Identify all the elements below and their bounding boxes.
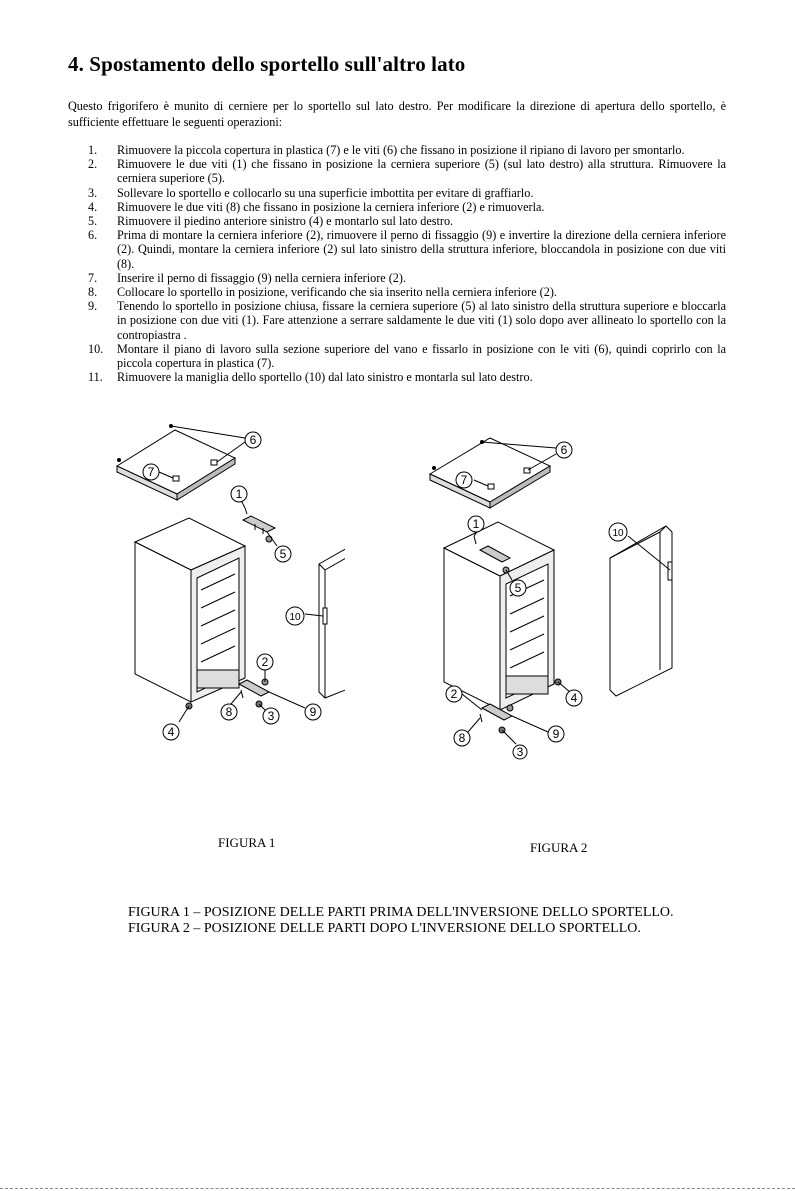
step-text: Tenendo lo sportello in posizione chiusa, fissare la cerniera superiore (5) al lato sinistro della struttura superiore e bloccarla in posizione con due viti (1). Fare attenzione a serrare saldamente le due viti (1) solo dopo aver allineato lo sportello con la contropiastra .: [117, 299, 726, 342]
figure-1-caption: FIGURA 1: [218, 835, 276, 850]
svg-text:6: 6: [249, 433, 257, 447]
svg-text:2: 2: [450, 687, 458, 701]
cabinet-illustration: [444, 522, 561, 710]
callout-1: [468, 516, 484, 532]
step-number: 8.: [88, 285, 98, 300]
step-text: Sollevare lo sportello e collocarlo su una superficie imbottita per evitare di graffiarlo.: [117, 185, 534, 200]
svg-text:1: 1: [235, 487, 243, 501]
callout-10: [286, 607, 304, 625]
cabinet-illustration: [135, 518, 245, 709]
step-number: 1.: [88, 143, 98, 157]
svg-text:8: 8: [458, 731, 466, 745]
svg-text:9: 9: [552, 727, 560, 741]
step-item: [68, 186, 726, 200]
callout-7: [456, 472, 472, 488]
svg-text:5: 5: [279, 547, 287, 561]
section-heading: 4. Spostamento dello sportello sull'altro lato: [68, 52, 466, 76]
callout-4: [163, 724, 179, 740]
step-number: 10.: [88, 341, 104, 356]
instruction-steps: [68, 143, 726, 384]
callout-9: [548, 726, 564, 742]
step-text: Collocare lo sportello in posizione, verificando che sia inserito nella cerniera inferiore (2).: [117, 285, 557, 300]
callout-2: [446, 686, 462, 702]
bottom-hinge-illustration: [239, 679, 269, 707]
step-item: [68, 214, 726, 228]
figure-legend: [128, 905, 674, 937]
callout-4: [566, 690, 582, 706]
svg-text:6: 6: [560, 443, 568, 457]
svg-text:5: 5: [514, 581, 522, 595]
figure-2-diagram: [420, 420, 690, 760]
svg-text:4: 4: [570, 691, 578, 705]
svg-text:3: 3: [516, 745, 524, 759]
worktop-illustration: [430, 438, 550, 508]
step-number: 5.: [88, 214, 98, 229]
step-text: Rimuovere la piccola copertura in plastica (7) e le viti (6) che fissano in posizione il ripiano di lavoro per smontarlo.: [117, 143, 685, 157]
step-text: Montare il piano di lavoro sulla sezione superiore del vano e fissarlo in posizione con le viti (6), quindi coprirlo con la piccola copertura in plastica (7).: [117, 341, 726, 371]
callout-3: [263, 708, 279, 724]
svg-text:10: 10: [612, 528, 624, 539]
callout-6: [245, 432, 261, 448]
step-text: Inserire il perno di fissaggio (9) nella cerniera inferiore (2).: [117, 270, 406, 285]
step-item: [68, 299, 726, 342]
step-number: 7.: [88, 270, 98, 285]
legend-line-figure-1: FIGURA 1 – POSIZIONE DELLE PARTI PRIMA DELL'INVERSIONE DELLO SPORTELLO.: [128, 905, 674, 920]
step-number: 9.: [88, 299, 98, 314]
step-number: 2.: [88, 157, 98, 172]
step-item: [68, 271, 726, 285]
legend-line-figure-2: FIGURA 2 – POSIZIONE DELLE PARTI DOPO L'INVERSIONE DELLO SPORTELLO.: [128, 921, 641, 936]
svg-text:8: 8: [225, 705, 233, 719]
callout-8: [454, 730, 470, 746]
step-item: [68, 285, 726, 299]
step-item: [68, 370, 726, 384]
door-illustration: [610, 526, 672, 696]
step-text: Rimuovere il piedino anteriore sinistro (4) e montarlo sul lato destro.: [117, 214, 454, 229]
svg-text:7: 7: [460, 473, 468, 487]
step-item: [68, 200, 726, 214]
figure-1-diagram: [105, 420, 345, 750]
svg-text:3: 3: [267, 709, 275, 723]
step-item: [68, 342, 726, 370]
callout-2: [257, 654, 273, 670]
svg-text:4: 4: [167, 725, 175, 739]
callout-3: [513, 745, 527, 759]
figure-2-caption: FIGURA 2: [530, 840, 588, 855]
callout-7: [143, 464, 159, 480]
svg-text:9: 9: [309, 705, 317, 719]
bottom-hinge-illustration: [480, 704, 513, 733]
callout-5: [510, 580, 526, 596]
callout-1: [231, 486, 247, 502]
step-number: 4.: [88, 199, 98, 214]
callout-6: [556, 442, 572, 458]
svg-text:7: 7: [147, 465, 155, 479]
callout-8: [221, 704, 237, 720]
step-text: Rimuovere le due viti (8) che fissano in posizione la cerniera inferiore (2) e rimuoverla.: [117, 199, 545, 214]
svg-text:2: 2: [261, 655, 269, 669]
step-item: [68, 143, 726, 157]
page-bottom-rule: [0, 1188, 795, 1190]
step-text: Rimuovere le due viti (1) che fissano in posizione la cerniera superiore (5) (sul lato destro) alla struttura. Rimuovere la cerniera superiore (5).: [117, 157, 726, 186]
door-illustration: [319, 532, 345, 698]
step-number: 6.: [88, 228, 98, 243]
callout-9: [305, 704, 321, 720]
svg-text:10: 10: [289, 612, 301, 623]
intro-paragraph: Questo frigorifero è munito di cerniere per lo sportello sul lato destro. Per modificare la direzione di apertura dello sportello, è sufficiente effettuare le seguenti operazioni:: [68, 99, 726, 129]
step-number: 11.: [88, 370, 103, 385]
step-text: Prima di montare la cerniera inferiore (2), rimuovere il perno di fissaggio (9) e invertire la direzione della cerniera inferiore (2). Quindi, montare la cerniera inferiore (2) sul lato sinistro della struttura inferiore, bloccandola in posizione con due viti (8).: [117, 228, 726, 271]
step-item: [68, 157, 726, 185]
svg-text:1: 1: [472, 517, 480, 531]
step-item: [68, 228, 726, 271]
callout-10: [609, 523, 627, 541]
callout-5: [275, 546, 291, 562]
step-number: 3.: [88, 185, 98, 200]
step-text: Rimuovere la maniglia dello sportello (10) dal lato sinistro e montarla sul lato destro.: [117, 370, 533, 385]
